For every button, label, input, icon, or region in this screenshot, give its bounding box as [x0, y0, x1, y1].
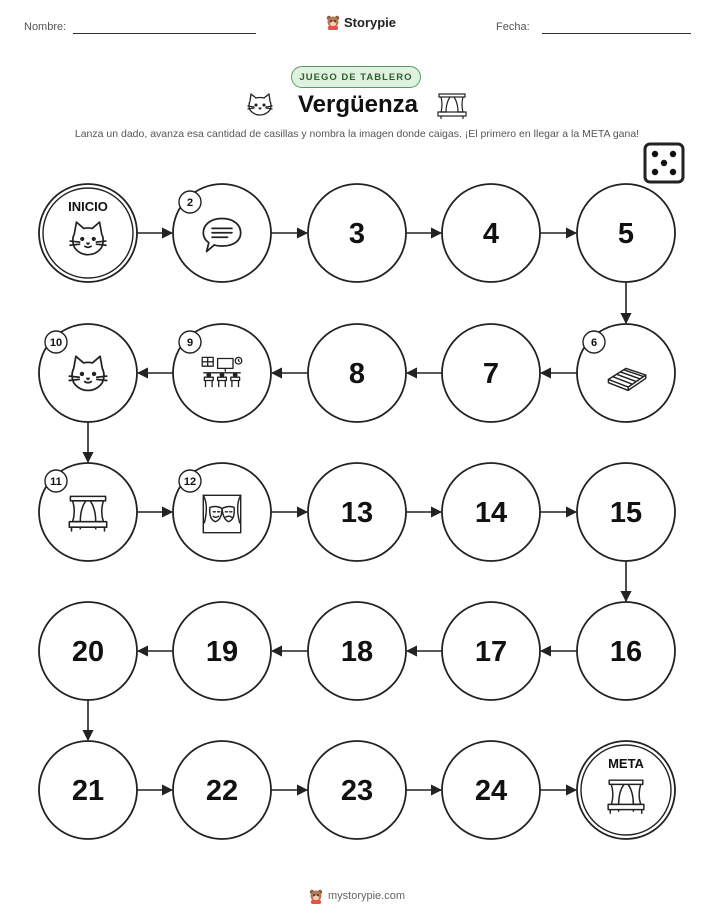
svg-text:2: 2: [186, 197, 194, 209]
space-number-badge: [179, 470, 201, 492]
goal-label: META: [608, 756, 644, 771]
board-space-22: [173, 741, 271, 839]
board-space-17: [442, 602, 540, 700]
space-number: 24: [474, 775, 508, 807]
space-number: 22: [205, 775, 239, 807]
bear-mascot-icon: [309, 888, 323, 904]
space-number: 7: [482, 358, 500, 390]
board-space-6: [577, 324, 675, 422]
board-space-9: [173, 324, 271, 422]
board-space-16: [577, 602, 675, 700]
svg-text:10: 10: [49, 337, 63, 349]
start-label: INICIO: [68, 199, 108, 214]
space-number-badge: [179, 191, 201, 213]
board-space-18: [308, 602, 406, 700]
board-space-7: [442, 324, 540, 422]
board-space-13: [308, 463, 406, 561]
date-label: Fecha:: [496, 21, 530, 33]
brand-name: Storypie: [344, 14, 397, 30]
space-number: 13: [340, 497, 374, 529]
space-number: 18: [340, 636, 374, 668]
space-number-badge: [45, 470, 67, 492]
space-number: 19: [205, 636, 239, 668]
space-number-badge: [179, 331, 201, 353]
footer: [0, 888, 714, 904]
svg-text:6: 6: [590, 337, 598, 349]
board-space-23: [308, 741, 406, 839]
space-number: 3: [348, 218, 366, 250]
board-space-11: [39, 463, 137, 561]
board-space-1: [39, 184, 137, 282]
board-space-12: [173, 463, 271, 561]
space-number: 5: [617, 218, 635, 250]
game-type-badge: JUEGO DE TABLERO: [291, 66, 421, 88]
board-space-2: [173, 184, 271, 282]
space-number: 16: [609, 636, 643, 668]
board-space-10: [39, 324, 137, 422]
space-number: 4: [482, 218, 500, 250]
name-label: Nombre:: [24, 21, 67, 33]
space-number: 17: [474, 636, 508, 668]
board-space-25: [577, 741, 675, 839]
svg-text:12: 12: [183, 476, 197, 488]
instructions: Lanza un dado, avanza esa cantidad de casillas y nombra la imagen donde caigas. ¡El primero en llegar a la META gana!: [74, 128, 640, 140]
board-space-14: [442, 463, 540, 561]
board-space-24: [442, 741, 540, 839]
footer-url: mystorypie.com: [327, 890, 406, 902]
space-number: 20: [71, 636, 105, 668]
space-number: 14: [474, 497, 508, 529]
board-space-4: [442, 184, 540, 282]
space-number: 21: [71, 775, 105, 807]
board-space-5: [577, 184, 675, 282]
space-number-badge: [45, 331, 67, 353]
space-number: 15: [609, 497, 643, 529]
page-title: Vergüenza: [297, 91, 419, 118]
board-space-15: [577, 463, 675, 561]
svg-text:9: 9: [186, 337, 194, 349]
board-space-19: [173, 602, 271, 700]
board-space-8: [308, 324, 406, 422]
space-number: 23: [340, 775, 374, 807]
svg-text:11: 11: [50, 476, 62, 488]
board-space-3: [308, 184, 406, 282]
space-number-badge: [583, 331, 605, 353]
board-space-21: [39, 741, 137, 839]
board-space-20: [39, 602, 137, 700]
space-number: 8: [348, 358, 366, 390]
